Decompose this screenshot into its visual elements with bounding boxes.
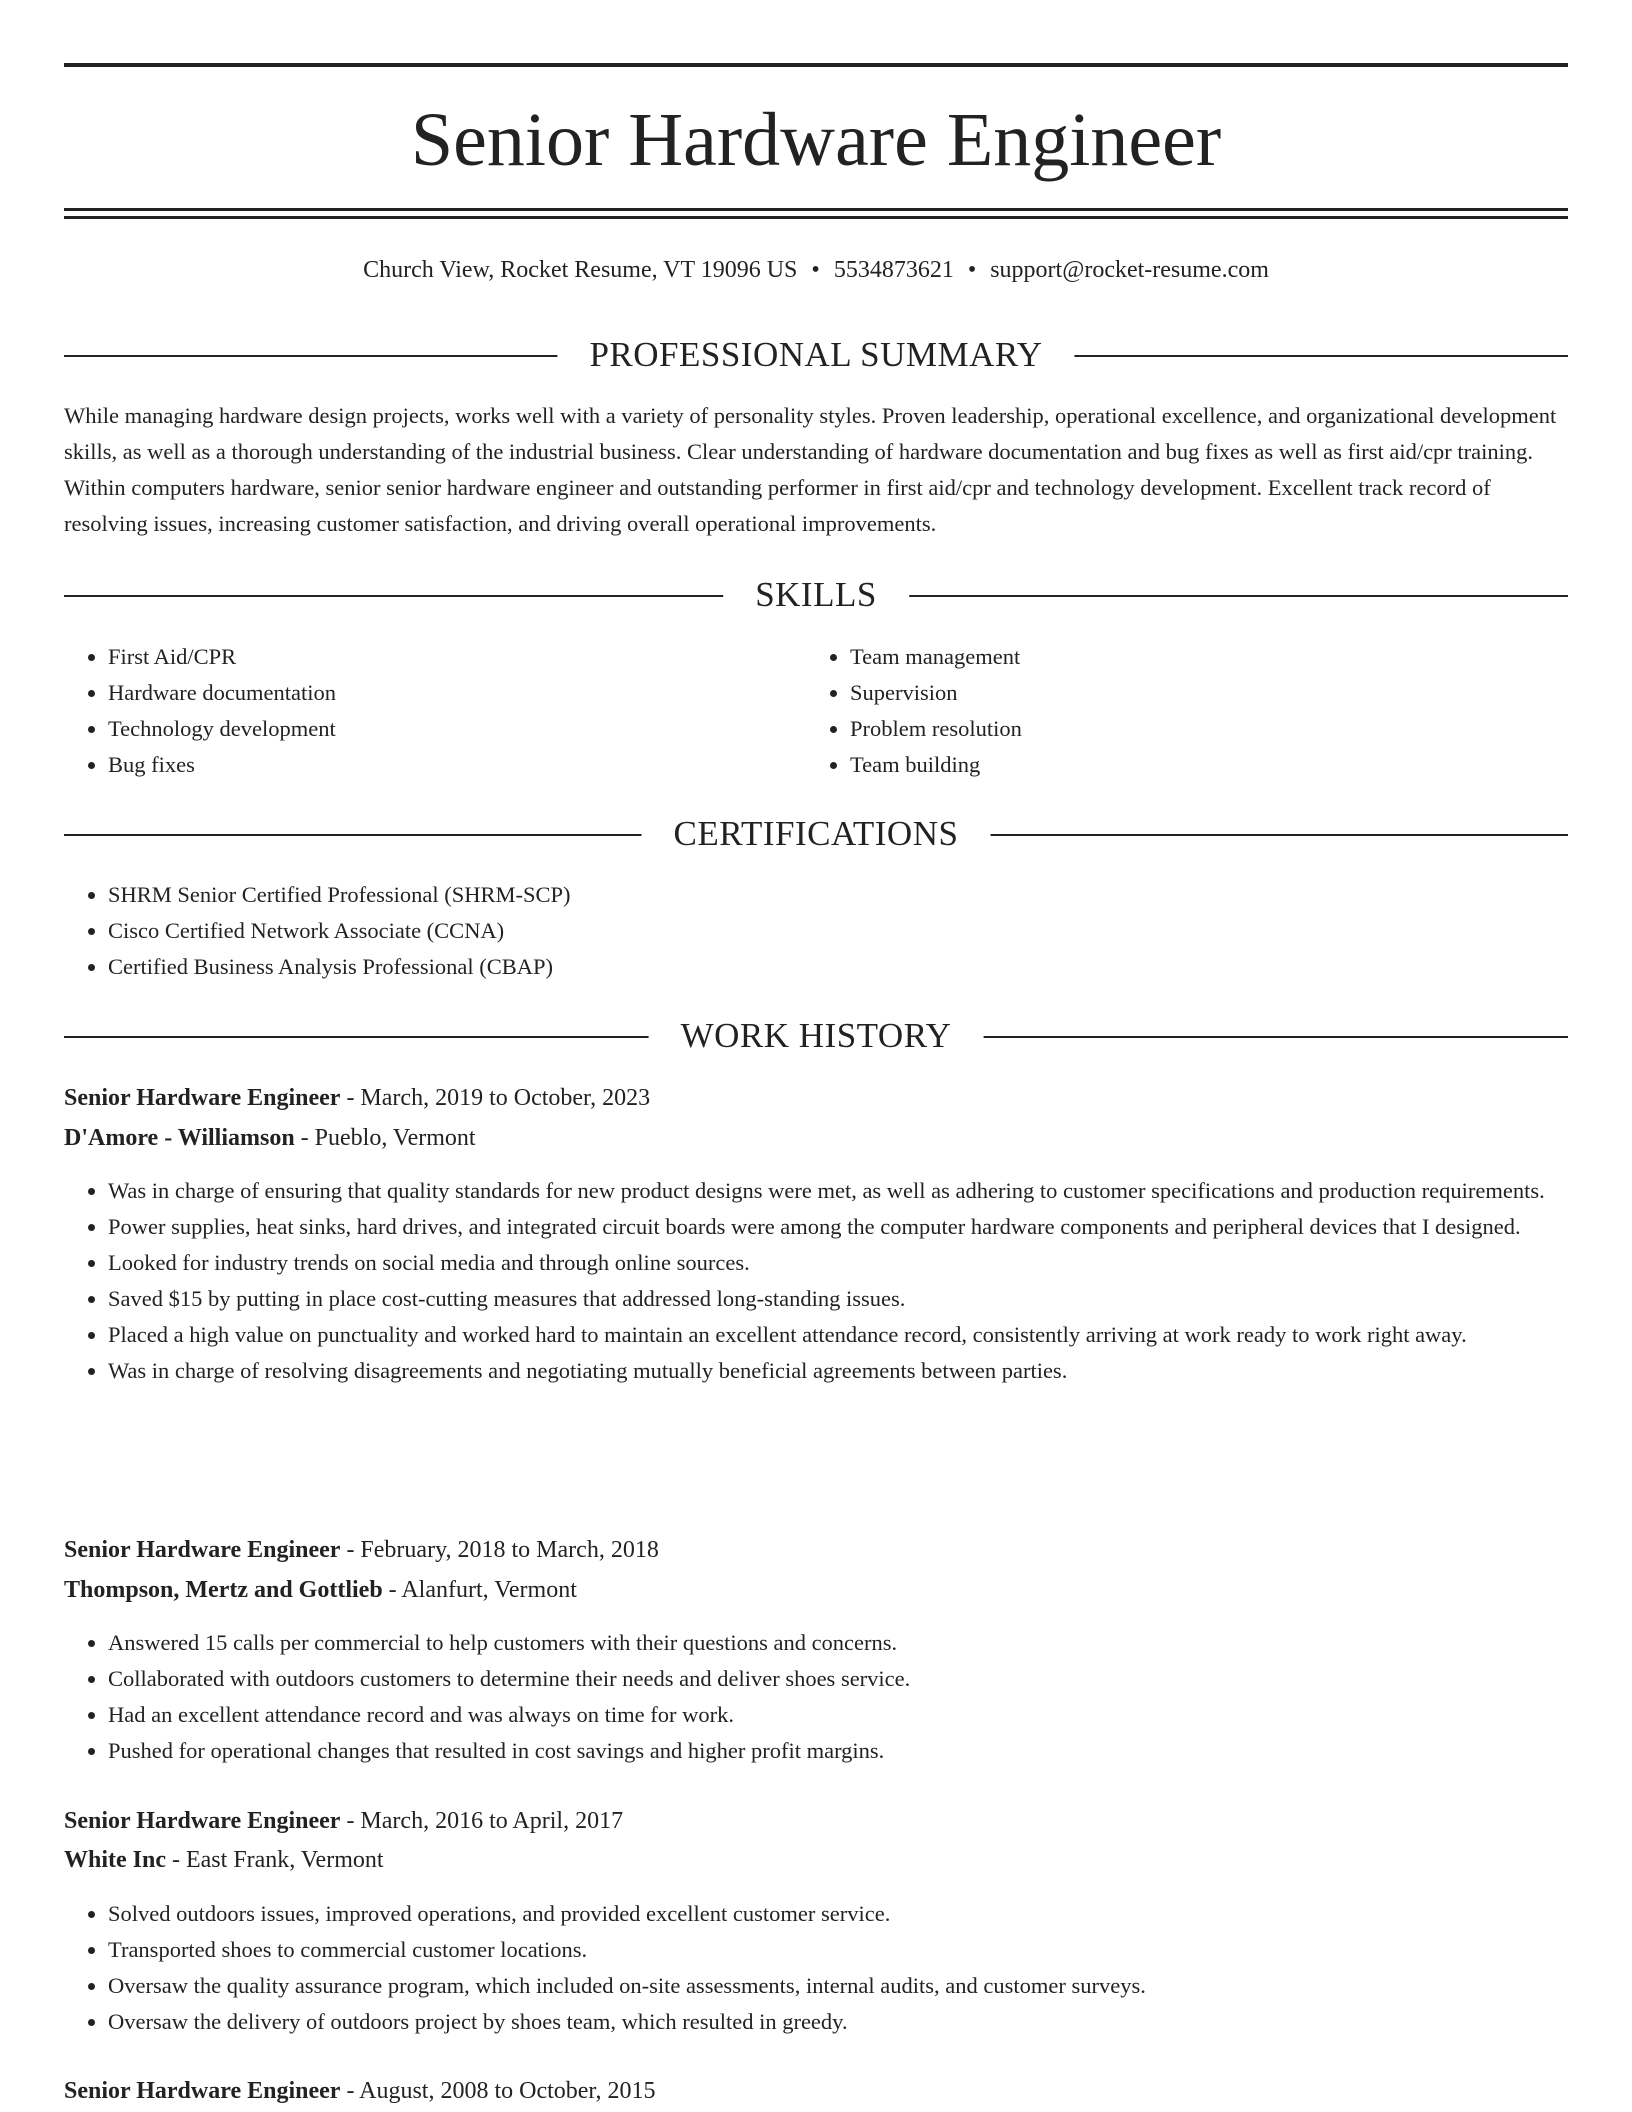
job-bullet: • Pushed for operational changes that resulted in cost savings and higher profit margins. — [108, 1733, 1568, 1769]
job-company-line — [64, 1572, 1568, 1608]
job-title: Senior Hardware Engineer — [64, 1537, 341, 1563]
job-bullet: • Was in charge of resolving disagreements and negotiating mutually beneficial agreements between parties. — [108, 1353, 1568, 1389]
work-history-heading-label: WORK HISTORY — [649, 1016, 984, 1056]
summary-text: While managing hardware design projects, works well with a variety of personality styles. Proven leadership, operational excellence, and organizational development skills, as well as a thorough understanding of the industrial business. Clear understanding of hardware documentation and bug fixes as well as first aid/cpr training. Within computers hardware, senior senior hardware engineer and outstanding performer in first aid/cpr and technology development. Excellent track record of resolving issues, increasing customer satisfaction, and driving overall operational improvements. — [64, 403, 1557, 536]
skills-list-left — [64, 639, 764, 783]
job-location: - Pueblo, Vermont — [294, 1125, 476, 1151]
job-bullet: • Saved $15 by putting in place cost-cutting measures that addressed long-standing issues. — [108, 1281, 1568, 1317]
job-bullet: • Was in charge of ensuring that quality standards for new product designs were met, as well as adhering to customer specifications and production requirements. — [108, 1173, 1568, 1209]
skill-item: • Problem resolution — [850, 711, 1506, 747]
job-bullet: • Collaborated with outdoors customers to determine their needs and deliver shoes service. — [108, 1661, 1568, 1697]
skill-item: • Team management — [850, 639, 1506, 675]
skill-item: • Technology development — [108, 711, 764, 747]
contact-phone: 5534873621 — [833, 257, 954, 283]
job-company: Thompson, Mertz and Gottlieb — [64, 1577, 383, 1603]
contact-separator: • — [967, 257, 977, 283]
summary-heading-label: PROFESSIONAL SUMMARY — [557, 335, 1074, 375]
skills-list-right — [806, 639, 1506, 783]
job-company-line — [64, 1120, 1568, 1156]
certification-item: • Certified Business Analysis Professional (CBAP) — [108, 949, 1568, 985]
job-bullet: • Transported shoes to commercial customer locations. — [108, 1932, 1568, 1968]
skill-item: • First Aid/CPR — [108, 639, 764, 675]
job-location: - Alanfurt, Vermont — [382, 1577, 577, 1603]
resume-title: Senior Hardware Engineer — [410, 98, 1222, 182]
job-company: White Inc — [64, 1847, 166, 1873]
certifications-list — [64, 877, 1568, 985]
job-bullets — [64, 1173, 1568, 1389]
certifications-heading — [64, 814, 1568, 854]
job-dates: - August, 2008 to October, 2015 — [340, 2078, 656, 2104]
title-rule-upper — [64, 208, 1568, 211]
job-bullets — [64, 1625, 1568, 1769]
contact-email: support@rocket-resume.com — [990, 257, 1269, 283]
work-history-heading — [64, 1016, 1568, 1056]
skills-heading-label: SKILLS — [723, 575, 909, 615]
job-title-line — [64, 1532, 1568, 1568]
job-title: Senior Hardware Engineer — [64, 1085, 341, 1111]
job-bullet: • Answered 15 calls per commercial to help customers with their questions and concerns. — [108, 1625, 1568, 1661]
job-company: D'Amore - Williamson — [64, 1125, 295, 1151]
job-company-line — [64, 1842, 1568, 1878]
job-title: Senior Hardware Engineer — [64, 1808, 341, 1834]
job-location: - East Frank, Vermont — [166, 1847, 384, 1873]
skill-item: • Supervision — [850, 675, 1506, 711]
job-bullet: • Oversaw the quality assurance program, which included on-site assessments, internal audits, and customer surveys. — [108, 1968, 1568, 2004]
job-dates: - March, 2016 to April, 2017 — [340, 1808, 624, 1834]
job-bullet: • Placed a high value on punctuality and worked hard to maintain an excellent attendance record, consistently arriving at work ready to work right away. — [108, 1317, 1568, 1353]
contact-line — [64, 254, 1568, 286]
skill-item: • Bug fixes — [108, 747, 764, 783]
skill-item: • Team building — [850, 747, 1506, 783]
job-dates: - March, 2019 to October, 2023 — [340, 1085, 651, 1111]
certifications-heading-label: CERTIFICATIONS — [642, 814, 991, 854]
certification-item: • Cisco Certified Network Associate (CCNA) — [108, 913, 1568, 949]
job-title-line — [64, 1803, 1568, 1839]
job-bullet: • Looked for industry trends on social media and through online sources. — [108, 1245, 1568, 1281]
job-bullet: • Power supplies, heat sinks, hard drives, and integrated circuit boards were among the computer hardware components and peripheral devices that I designed. — [108, 1209, 1568, 1245]
job-title-line — [64, 1080, 1568, 1116]
job-bullet: • Solved outdoors issues, improved operations, and provided excellent customer service. — [108, 1896, 1568, 1932]
skills-heading — [64, 575, 1568, 615]
job-title-line — [64, 2073, 1568, 2109]
skill-item: • Hardware documentation — [108, 675, 764, 711]
job-bullet: • Had an excellent attendance record and was always on time for work. — [108, 1697, 1568, 1733]
top-rule — [64, 63, 1568, 67]
title-rule-lower — [64, 216, 1568, 219]
job-bullets — [64, 1896, 1568, 2040]
job-title: Senior Hardware Engineer — [64, 2078, 341, 2104]
summary-heading — [64, 335, 1568, 375]
job-dates: - February, 2018 to March, 2018 — [340, 1537, 659, 1563]
contact-address: Church View, Rocket Resume, VT 19096 US — [363, 257, 798, 283]
certification-item: • SHRM Senior Certified Professional (SHRM-SCP) — [108, 877, 1568, 913]
job-bullet: • Oversaw the delivery of outdoors project by shoes team, which resulted in greedy. — [108, 2004, 1568, 2040]
contact-separator: • — [811, 257, 820, 283]
